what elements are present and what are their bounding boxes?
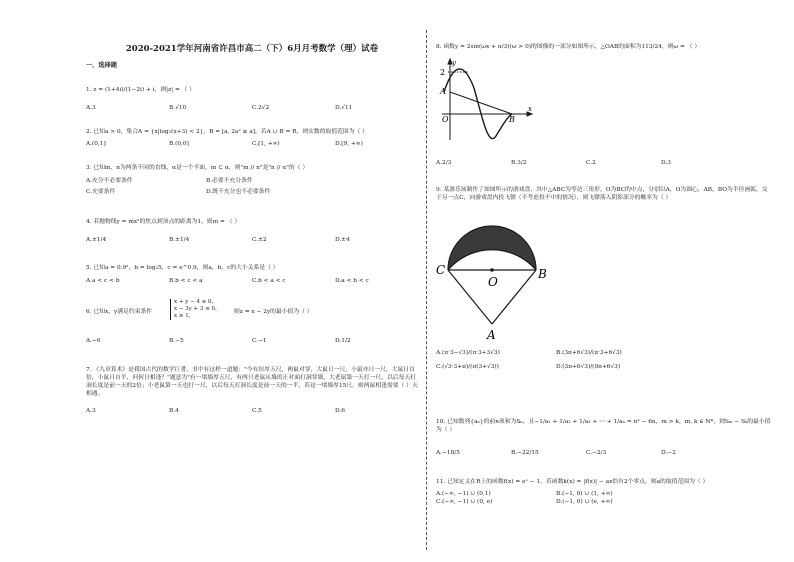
question-stem: 已知a = 0.9²，b = log₂5，c = e^0.9，则a，b，c的大小关系是（ ） (93, 265, 279, 271)
option-d[interactable]: D.既不充分也不必要条件 (206, 189, 271, 195)
option-a[interactable]: A.(−∞, −1) ∪ (0,1) (436, 491, 491, 497)
option-d[interactable]: D.[9, +∞) (335, 141, 363, 147)
question-1 (86, 86, 195, 94)
question-number: 3. (86, 165, 92, 171)
question-number: 2. (86, 129, 92, 135)
label-a: A (487, 328, 496, 342)
question-4-options (86, 237, 418, 243)
question-8-options (436, 160, 736, 166)
label-b: B (509, 115, 515, 124)
question-number: 5. (86, 265, 92, 271)
question-stem: 若抛物线y = mx²的焦点到顶点的距离为1，则m = （ ） (93, 219, 241, 225)
option-d[interactable]: D.a < b < c (335, 278, 369, 284)
question-7-options (86, 408, 418, 414)
constraint-2: x − 3y + 3 ≤ 0， (174, 306, 221, 312)
label-c: C (436, 263, 446, 277)
question-10 (436, 418, 772, 434)
question-number: 11. (436, 479, 446, 485)
option-d[interactable]: D.±4 (335, 237, 350, 243)
option-d[interactable]: D.(−1, 0) ∪ (e, +∞) (556, 499, 613, 505)
question-10-options (436, 450, 736, 456)
option-c[interactable]: C.充要条件 (86, 189, 116, 195)
label-a: A (440, 87, 446, 96)
option-c[interactable]: C.[1, +∞) (252, 141, 280, 147)
constraint-system (170, 299, 221, 320)
option-b[interactable]: B.必要不充分条件 (206, 178, 253, 184)
option-a[interactable]: A.−18/5 (436, 450, 460, 456)
question-5-options (86, 278, 418, 284)
sine-curve (444, 69, 512, 139)
question-stem: 《九章算术》是我国古代的数学巨著，书中有这样一道题："今有垣厚五尺，两鼠对穿，大鼠日一尺，小鼠亦日一尺，大鼠日自倍，小鼠日自半，问何日相逢？"题意为"有一堵墙厚五尺，有两只老鼠从墙的正对面打洞穿墙，大老鼠第一天打一尺，以后每天打洞长度是前一天的2倍；小老鼠第一天也打一尺，以后每天打洞长度是前一天的一半，若这一堵墙厚15尺，则两鼠相逢需要（ ）天相遇。 (86, 367, 418, 397)
constraint-3: x ≥ 1， (174, 313, 195, 319)
question-7 (86, 366, 418, 398)
option-a[interactable]: A.(0,1] (86, 141, 106, 147)
option-a[interactable]: A.a < c < b (86, 278, 120, 284)
option-d[interactable]: D.−2 (661, 450, 676, 456)
question-number: 7. (86, 367, 92, 373)
question-6-tail: 则z = x − 2y的最小值为（ ） (234, 309, 313, 315)
label-2: 2 (440, 68, 446, 77)
exam-title: 2020-2021学年河南省许昌市高二（下）6月月考数学（理）试卷 (125, 44, 379, 54)
option-b[interactable]: B.b < c < a (169, 278, 203, 284)
option-b[interactable]: B.√10 (169, 105, 187, 111)
question-number: 8. (436, 44, 442, 50)
option-b[interactable]: B.−5 (169, 338, 184, 344)
question-stem: 已知a > 0，集合A = {x|log₂(x+3) < 2}，B = [a, 2a² ≥ a]，若A ∪ B = R，则实数的取值范围为（ ） (93, 129, 368, 135)
segment-ca (448, 270, 492, 324)
question-5 (86, 264, 279, 272)
option-c[interactable]: C.−1 (252, 338, 267, 344)
question-3 (86, 164, 308, 172)
option-c[interactable]: C.(−∞, −1) ∪ (0, e) (436, 499, 493, 505)
option-b[interactable]: B.±1/4 (169, 237, 190, 243)
option-a[interactable]: A.3 (86, 408, 96, 414)
question-stem: z = (1+4i)/(1−2i) + i，则|z| = （ ） (93, 87, 196, 93)
option-a[interactable]: A.2/3 (436, 160, 452, 166)
question-number: 9. (436, 187, 442, 193)
option-c[interactable]: C.b < a < c (252, 278, 286, 284)
question-stem: 已知定义在R上的函数f(x) = eˣ − 1，若函数k(x) = |f(x)| − ax恰有2个零点，则a的取值范围为（ ） (447, 479, 709, 485)
option-d[interactable]: D.6 (335, 408, 345, 414)
label-b: B (538, 267, 547, 281)
sine-graph (436, 56, 536, 142)
question-stem: 已知数列{aₙ}的前n项和为Sₙ，且−1/a₁ + 1/a₂ + 1/a₃ + ⋯ + 1/aₙ = n² − 6n，m > k，m, k ∈ N*，则Sₘ − Sₖ的最小值为（ ） (436, 419, 771, 433)
question-8 (436, 43, 700, 51)
question-number: 1. (86, 87, 92, 93)
option-b[interactable]: B.3/2 (511, 160, 527, 166)
question-9 (436, 186, 772, 202)
option-d[interactable]: D.(3π+6√3)/(9π+6√3) (556, 364, 621, 370)
question-2-options (86, 141, 418, 147)
section-heading: 一、选择题 (86, 62, 117, 69)
question-stem: 函数y = 2sin(ωx + π/3)(ω > 0)的图像的一部分如图所示，△OAB的面积为113/24，则ω = （ ） (443, 44, 701, 50)
option-b[interactable]: B.(0,0] (169, 141, 189, 147)
option-d[interactable]: D.3 (661, 160, 671, 166)
question-4 (86, 218, 240, 226)
option-a[interactable]: A.(π·3−√3)/(π·3+3√3) (436, 350, 500, 356)
option-c[interactable]: C.±2 (252, 237, 267, 243)
question-9-options (436, 350, 676, 370)
option-b[interactable]: B.−22/15 (511, 450, 539, 456)
label-o: O (488, 275, 498, 289)
column-divider (426, 30, 427, 550)
shaded-region (448, 226, 536, 270)
question-11-options (436, 491, 676, 505)
center-point (490, 268, 494, 272)
option-a[interactable]: A.−6 (86, 338, 101, 344)
question-stem: 已知x，y满足约束条件 (93, 309, 153, 315)
y-axis-label: y (452, 59, 456, 67)
option-c[interactable]: C.2 (586, 160, 596, 166)
option-c[interactable]: C.−2/3 (586, 450, 607, 456)
question-stem: 某游乐场制作了如图所示的游戏盘，其中△ABC为等边三角形，O为BC的中点，分别以A，O为圆心，AB，BO为半径画弧，交于另一点C，向游戏盘内投飞镖（不考虑投不中的情况），则飞镖落入阴影部分的概率为（ ） (436, 187, 768, 201)
question-1-options (86, 105, 418, 111)
option-b[interactable]: B.(3π+6√3)/(π·3+6√3) (556, 350, 622, 356)
option-b[interactable]: B.4 (169, 408, 179, 414)
dartboard-figure (434, 218, 554, 342)
question-2 (86, 128, 368, 136)
label-o: O (442, 115, 449, 124)
option-c[interactable]: C.2√2 (252, 105, 270, 111)
constraint-1: x + y − 4 ≤ 0， (174, 299, 218, 305)
option-a[interactable]: A.充分不必要条件 (86, 178, 133, 184)
question-number: 4. (86, 219, 92, 225)
question-number: 6. (86, 309, 92, 315)
question-stem: 已知m，n为两条不同的直线，α是一个平面，m ⊂ α，则"m // n"是"n // α"的（ ） (93, 165, 309, 171)
option-b[interactable]: B.(−1, 0) ∪ (1, +∞) (556, 491, 613, 497)
option-d[interactable]: D.1/2 (335, 338, 351, 344)
option-a[interactable]: A.3 (86, 105, 96, 111)
x-axis-label: x (528, 105, 532, 113)
option-c[interactable]: C.(√3·3+π)/(π(3+√3)) (436, 364, 499, 370)
option-d[interactable]: D.√11 (335, 105, 353, 111)
question-11 (436, 478, 708, 486)
segment-ab (450, 92, 512, 114)
question-number: 10. (436, 419, 446, 425)
option-c[interactable]: C.5 (252, 408, 262, 414)
question-6-options (86, 338, 418, 344)
question-3-options (86, 175, 326, 195)
segment-ba (492, 270, 536, 324)
option-a[interactable]: A.±1/4 (86, 237, 107, 243)
question-6 (86, 308, 152, 316)
